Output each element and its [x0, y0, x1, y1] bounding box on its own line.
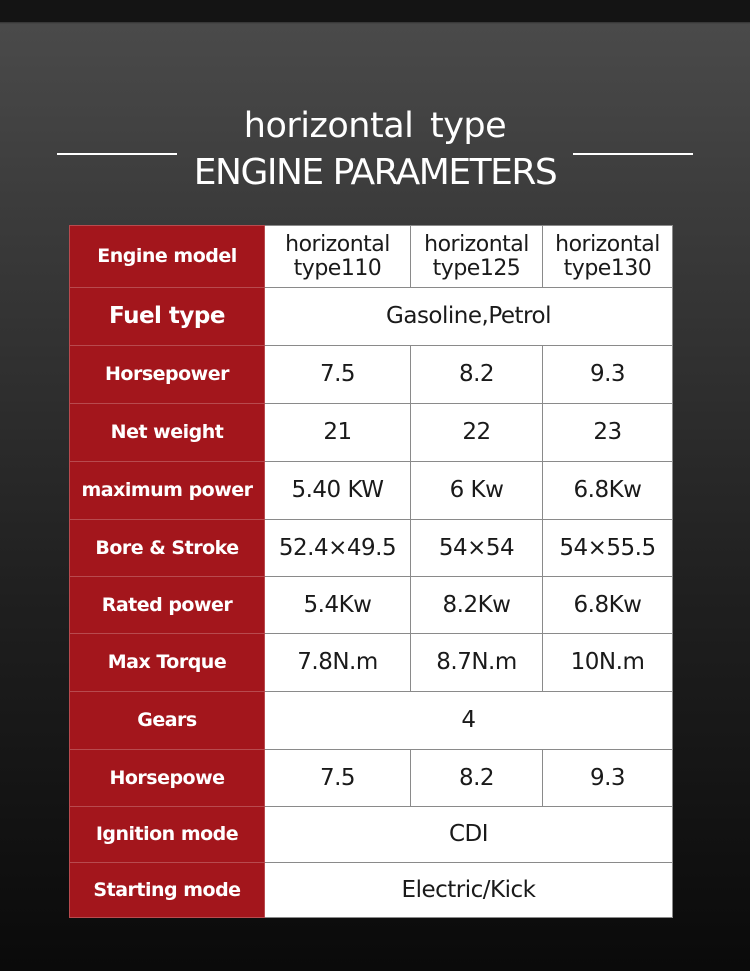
row-label: Net weight [70, 404, 265, 462]
merged-value-cell: Gasoline,Petrol [265, 288, 673, 346]
row-label: Ignition mode [70, 807, 265, 863]
value-cell: 7.5 [265, 346, 411, 404]
value-cell: 54×54 [411, 520, 543, 577]
merged-value-cell: Electric/Kick [265, 863, 673, 918]
row-label: Fuel type [70, 288, 265, 346]
table-row [70, 807, 673, 863]
value-cell: 8.2 [411, 346, 543, 404]
value-cell: 9.3 [543, 750, 673, 807]
value-cell: 23 [543, 404, 673, 462]
value-cell: 52.4×49.5 [265, 520, 411, 577]
value-cell: 6.8Kw [543, 577, 673, 634]
value-cell: 5.4Kw [265, 577, 411, 634]
value-cell: 7.8N.m [265, 634, 411, 692]
table-row [70, 692, 673, 750]
value-cell: 5.40 KW [265, 462, 411, 520]
row-label: Gears [70, 692, 265, 750]
top-bar [0, 0, 750, 22]
value-cell: 6.8Kw [543, 462, 673, 520]
model-cell: horizontal type130 [543, 226, 673, 288]
value-cell: 22 [411, 404, 543, 462]
row-label: Starting mode [70, 863, 265, 918]
value-cell: 8.7N.m [411, 634, 543, 692]
row-label: maximum power [70, 462, 265, 520]
value-cell: 6 Kw [411, 462, 543, 520]
row-label: Rated power [70, 577, 265, 634]
value-cell: 8.2Kw [411, 577, 543, 634]
value-cell: 7.5 [265, 750, 411, 807]
table-row [70, 634, 673, 692]
table-row [70, 750, 673, 807]
value-cell: 21 [265, 404, 411, 462]
page-title-line2: ENGINE PARAMETERS [193, 152, 557, 193]
value-cell: 9.3 [543, 346, 673, 404]
table-row [70, 226, 673, 288]
table-row [70, 577, 673, 634]
page-title-line1: horizontal type [243, 106, 507, 146]
row-label: Engine model [70, 226, 265, 288]
row-label: Bore & Stroke [70, 520, 265, 577]
value-cell: 8.2 [411, 750, 543, 807]
value-cell: 54×55.5 [543, 520, 673, 577]
model-cell: horizontal type125 [411, 226, 543, 288]
table-row [70, 288, 673, 346]
table-row [70, 346, 673, 404]
table-row [70, 462, 673, 520]
row-label: Max Torque [70, 634, 265, 692]
row-label: Horsepowe [70, 750, 265, 807]
merged-value-cell: CDI [265, 807, 673, 863]
merged-value-cell: 4 [265, 692, 673, 750]
value-cell: 10N.m [543, 634, 673, 692]
table-row [70, 520, 673, 577]
model-cell: horizontal type110 [265, 226, 411, 288]
engine-parameters-table [69, 225, 673, 918]
table-row [70, 863, 673, 918]
row-label: Horsepower [70, 346, 265, 404]
table-row [70, 404, 673, 462]
